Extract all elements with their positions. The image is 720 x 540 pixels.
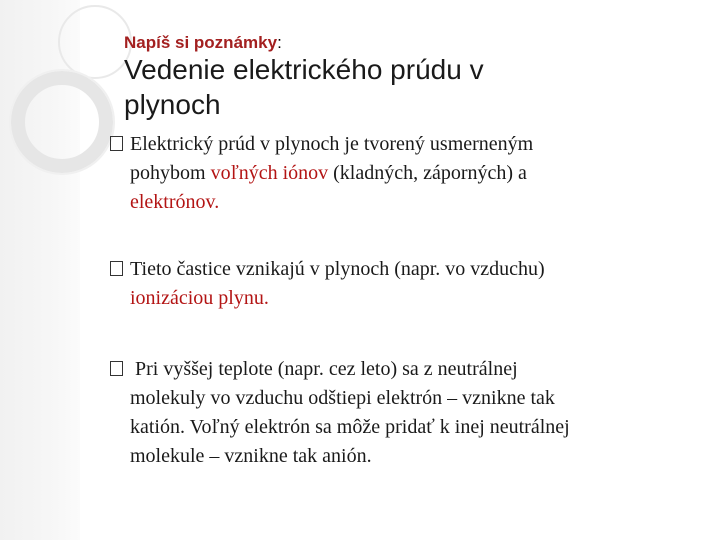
notes-prompt (124, 33, 282, 53)
bullet-text: pohybom (130, 162, 211, 184)
bullet-line: molekule – vznikne tak anión. (130, 445, 372, 467)
bullet-line: katión. Voľný elektrón sa môže pridať k inej neutrálnej (130, 416, 570, 438)
bullet-box-icon (110, 261, 123, 276)
bullet-item (110, 255, 670, 313)
bullet-line: molekuly vo vzduchu odštiepi elektrón – vznikne tak (130, 387, 555, 409)
highlight-text: voľných iónov (210, 162, 329, 184)
bullet-box-icon (110, 136, 123, 151)
bullet-line: Pri vyššej teplote (napr. cez leto) sa z neutrálnej (130, 358, 518, 380)
bullet-line (110, 159, 670, 188)
bullet-box-icon (110, 361, 123, 376)
bullet-item (110, 355, 670, 471)
slide-title-line-1: Vedenie elektrického prúdu v (124, 54, 484, 85)
slide-title (124, 52, 644, 122)
notes-prompt-colon: : (277, 33, 282, 52)
slide-title-line-2: plynoch (124, 89, 221, 120)
notes-prompt-label: Napíš si poznámky (124, 33, 278, 52)
bullet-line: Tieto častice vznikajú v plynoch (napr. vo vzduchu) (130, 258, 545, 280)
bullet-text: (kladných, záporných) a (328, 162, 527, 184)
highlight-text: elektrónov. (130, 191, 220, 213)
bullet-item (110, 130, 670, 217)
bullet-line: Elektrický prúd v plynoch je tvorený usmerneným (130, 133, 534, 155)
highlight-text: ionizáciou plynu. (130, 287, 269, 309)
